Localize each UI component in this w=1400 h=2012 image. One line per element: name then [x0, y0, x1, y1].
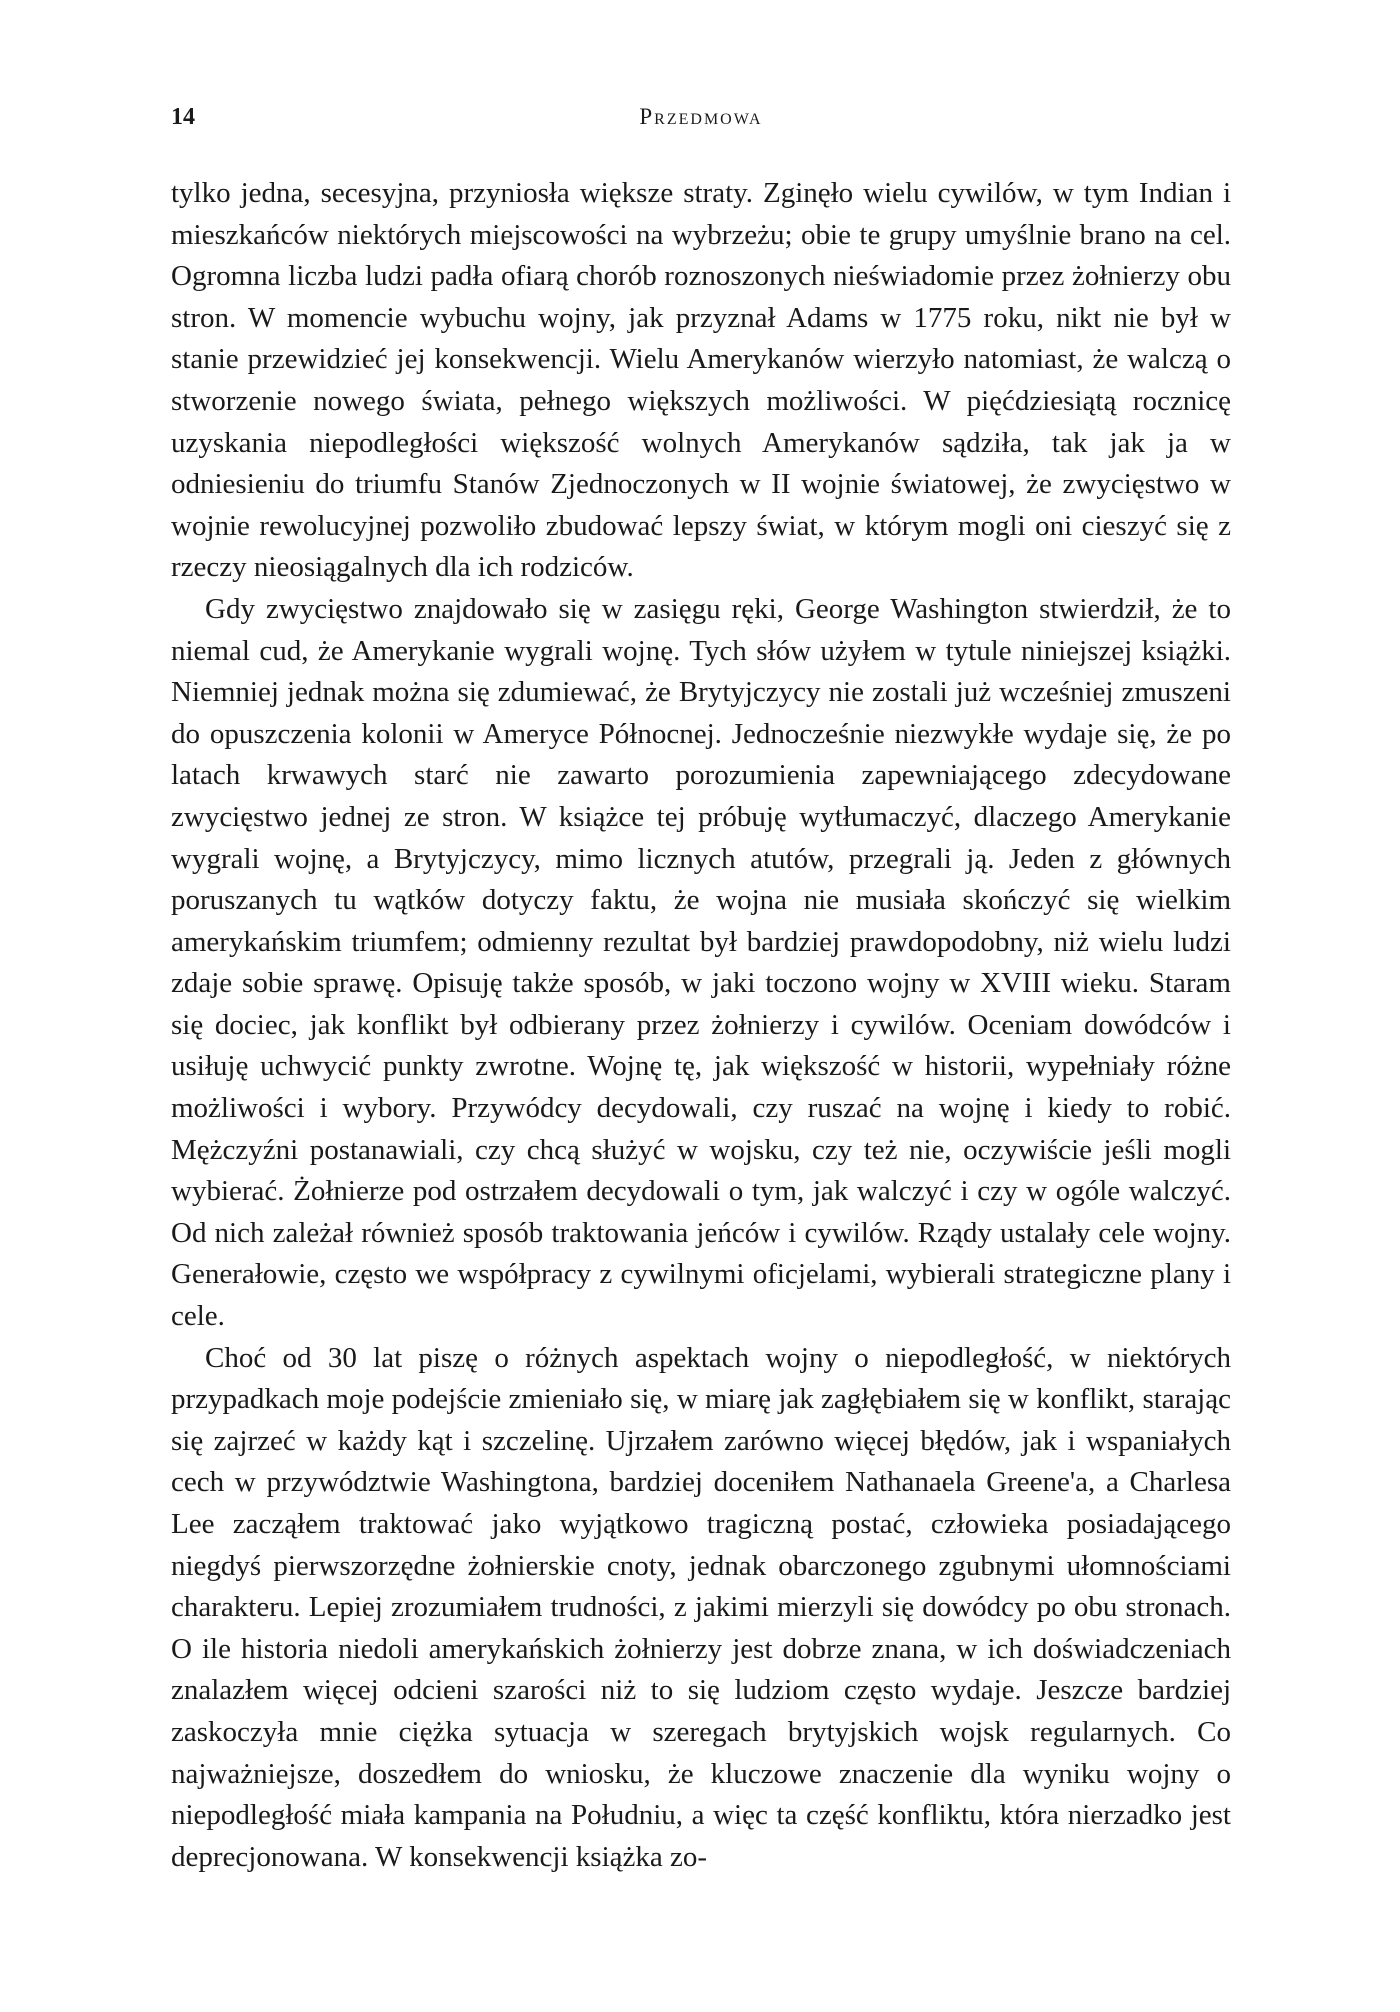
- running-head: [171, 104, 1231, 140]
- body-text: [171, 173, 1231, 1878]
- paragraph: Gdy zwycięstwo znajdowało się w zasięgu ręki, George Washington stwierdził, że to niemal cud, że Amerykanie wygrali wojnę. Tych słów użyłem w tytule niniejszej książki. Niemniej jednak można się zdumiewać, że Brytyjczycy nie zostali już wcześniej zmuszeni do opuszczenia kolonii w Ameryce Północnej. Jednocześnie niezwykłe wydaje się, że po latach krwawych starć nie zawarto porozumienia zapewniającego zdecydowane zwycięstwo jednej ze stron. W książce tej próbuję wytłumaczyć, dlaczego Amerykanie wygrali wojnę, a Brytyjczycy, mimo licznych atutów, przegrali ją. Jeden z głównych poruszanych tu wątków dotyczy faktu, że wojna nie musiała skończyć się wielkim amerykańskim triumfem; odmienny rezultat był bardziej prawdopodobny, niż wielu ludzi zdaje sobie sprawę. Opisuję także sposób, w jaki toczono wojny w XVIII wieku. Staram się dociec, jak konflikt był odbierany przez żołnierzy i cywilów. Oceniam dowódców i usiłuję uchwycić punkty zwrotne. Wojnę tę, jak większość w historii, wypełniały różne możliwości i wybory. Przywódcy decydowali, czy ruszać na wojnę i kiedy to robić. Mężczyźni postanawiali, czy chcą służyć w wojsku, czy też nie, oczywiście jeśli mogli wybierać. Żołnierze pod ostrzałem decydowali o tym, jak walczyć i czy w ogóle walczyć. Od nich zależał również sposób traktowania jeńców i cywilów. Rządy ustalały cele wojny. Generałowie, często we współpracy z cywilnymi oficjelami, wybierali strategiczne plany i cele.: [171, 592, 1231, 1333]
- paragraph-continued: tylko jedna, secesyjna, przyniosła większe straty. Zginęło wielu cywilów, w tym Indian i mieszkańców niektórych miejscowości na wybrzeżu; obie te grupy umyślnie brano na cel. Ogromna liczba ludzi padła ofiarą chorób roznoszonych nieświadomie przez żołnierzy obu stron. W momencie wybuchu wojny, jak przyznał Adams w 1775 roku, nikt nie był w stanie przewidzieć jej konsekwencji. Wielu Amerykanów wierzyło natomiast, że walczą o stworzenie nowego świata, pełnego większych możliwości. W pięćdziesiątą rocznicę uzyskania niepodległości większość wolnych Amerykanów sądziła, tak jak ja w odniesieniu do triumfu Stanów Zjednoczonych w II wojnie światowej, że zwycięstwo w wojnie rewolucyjnej pozwoliło zbudować lepszy świat, w którym mogli oni cieszyć się z rzeczy nieosiągalnych dla ich rodziców.: [171, 177, 1231, 584]
- page-number: 14: [171, 104, 195, 130]
- paragraph: Choć od 30 lat piszę o różnych aspektach wojny o niepodległość, w niektórych przypadkach moje podejście zmieniało się, w miarę jak zagłębiałem się w konflikt, starając się zajrzeć w każdy kąt i szczelinę. Ujrzałem zarówno więcej błędów, jak i wspaniałych cech w przywództwie Washingtona, bardziej doceniłem Nathanaela Greene'a, a Charlesa Lee zacząłem traktować jako wyjątkowo tragiczną postać, człowieka posiadającego niegdyś pierwszorzędne żołnierskie cnoty, jednak obarczonego zgubnymi ułomnościami charakteru. Lepiej zrozumiałem trudności, z jakimi mierzyli się dowódcy po obu stronach. O ile historia niedoli amerykańskich żołnierzy jest dobrze znana, w ich doświadczeniach znalazłem więcej odcieni szarości niż to się ludziom często wydaje. Jeszcze bardziej zaskoczyła mnie ciężka sytuacja w szeregach brytyjskich wojsk regularnych. Co najważniejsze, doszedłem do wniosku, że kluczowe znaczenie dla wyniku wojny o niepodległość miała kampania na Południu, a więc ta część konfliktu, która nierzadko jest deprecjonowana. W konsekwencji książka zo-: [171, 1341, 1231, 1873]
- running-title: Przedmowa: [639, 104, 763, 129]
